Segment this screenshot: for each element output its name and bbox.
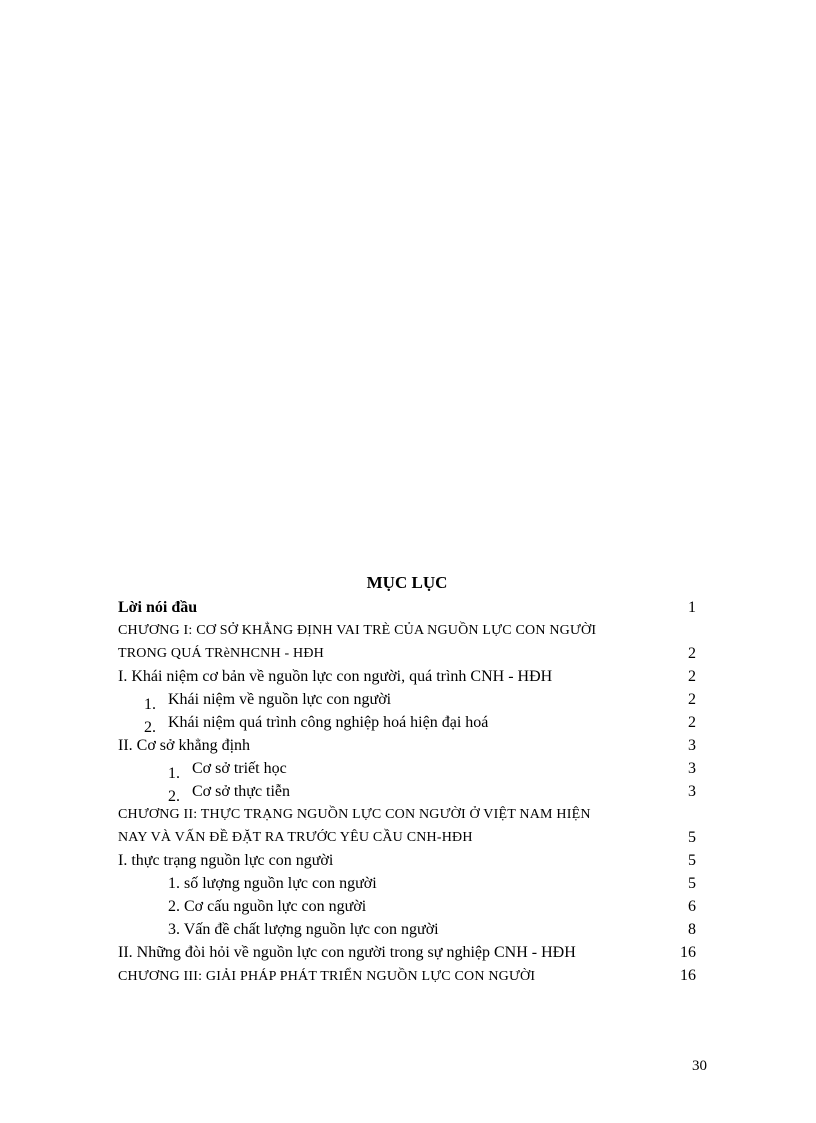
toc-item-page: 2	[688, 714, 696, 731]
toc-item-label: Cơ sở thực tiễn	[192, 783, 291, 800]
toc-item-label: Lời nói đầu	[118, 599, 198, 616]
toc-item-number: 2.	[168, 788, 180, 805]
toc-item-page: 3	[688, 783, 696, 800]
toc-item-label: Khái niệm quá trình công nghiệp hoá hiện đại hoá	[168, 714, 489, 731]
toc-item-page: 2	[688, 691, 696, 708]
toc-item-page: 16	[680, 944, 696, 961]
toc-item-label: 3. Vấn đề chất lượng nguồn lực con người	[168, 921, 439, 938]
toc-item-chapter-3[interactable]	[118, 964, 696, 987]
toc-item-subsection-1-1-1[interactable]	[118, 688, 696, 711]
toc-item-label: CHƯƠNG II: THỰC TRẠNG NGUỒN LỰC CON NGƯỜI Ở VIỆT NAM HIỆN	[118, 807, 591, 822]
table-of-contents	[118, 570, 696, 987]
toc-item-label: II. Những đòi hỏi về nguồn lực con người trong sự nghiệp CNH - HĐH	[118, 944, 576, 961]
toc-item-label: II. Cơ sở khẳng định	[118, 737, 251, 754]
toc-item-page: 2	[688, 668, 696, 685]
toc-item-page: 2	[688, 645, 696, 662]
toc-item-preface[interactable]	[118, 596, 696, 619]
toc-item-label: 2. Cơ cấu nguồn lực con người	[168, 898, 367, 915]
toc-item-label-continued: NAY VÀ VẤN ĐỀ ĐẶT RA TRƯỚC YÊU CẦU CNH-HĐH	[118, 830, 473, 845]
toc-item-subsection-1-2-2[interactable]	[118, 780, 696, 803]
toc-item-number: 1.	[144, 696, 156, 713]
toc-item-subsection-1-1-2[interactable]	[118, 711, 696, 734]
page-number: 30	[692, 1058, 707, 1074]
toc-item-number: 2.	[144, 719, 156, 736]
toc-item-label: 1. số lượng nguồn lực con người	[168, 875, 377, 892]
toc-item-label: Khái niệm về nguồn lực con người	[168, 691, 392, 708]
toc-item-page: 5	[688, 875, 696, 892]
toc-item-subsection-2-1-3[interactable]	[118, 918, 696, 941]
toc-item-page: 5	[688, 852, 696, 869]
toc-item-subsection-1-2-1[interactable]	[118, 757, 696, 780]
toc-item-number: 1.	[168, 765, 180, 782]
toc-item-page: 3	[688, 760, 696, 777]
toc-item-chapter-2[interactable]	[118, 803, 696, 849]
toc-item-label-continued: TRONG QUÁ TRèNHCNH - HĐH	[118, 646, 324, 661]
toc-item-label: I. thực trạng nguồn lực con người	[118, 852, 334, 869]
toc-item-section-1-1[interactable]	[118, 665, 696, 688]
toc-item-page: 6	[688, 898, 696, 915]
toc-item-subsection-2-1-1[interactable]	[118, 872, 696, 895]
toc-item-label: CHƯƠNG III: GIẢI PHÁP PHÁT TRIỂN NGUỒN LỰC CON NGƯỜI	[118, 969, 536, 984]
toc-item-section-2-2[interactable]	[118, 941, 696, 964]
toc-item-chapter-1[interactable]	[118, 619, 696, 665]
toc-item-page: 16	[680, 967, 696, 984]
toc-item-label: I. Khái niệm cơ bản về nguồn lực con người, quá trình CNH - HĐH	[118, 668, 553, 685]
toc-item-label: CHƯƠNG I: CƠ SỞ KHẲNG ĐỊNH VAI TRÈ CỦA NGUỒN LỰC CON NGƯỜI	[118, 623, 597, 638]
toc-item-page: 3	[688, 737, 696, 754]
toc-item-label: Cơ sở triết học	[192, 760, 287, 777]
toc-item-page: 8	[688, 921, 696, 938]
toc-item-page: 5	[688, 829, 696, 846]
toc-item-section-2-1[interactable]	[118, 849, 696, 872]
toc-item-subsection-2-1-2[interactable]	[118, 895, 696, 918]
toc-item-section-1-2[interactable]	[118, 734, 696, 757]
toc-item-page: 1	[688, 599, 696, 616]
toc-title: MỤC LỤC	[366, 573, 448, 592]
